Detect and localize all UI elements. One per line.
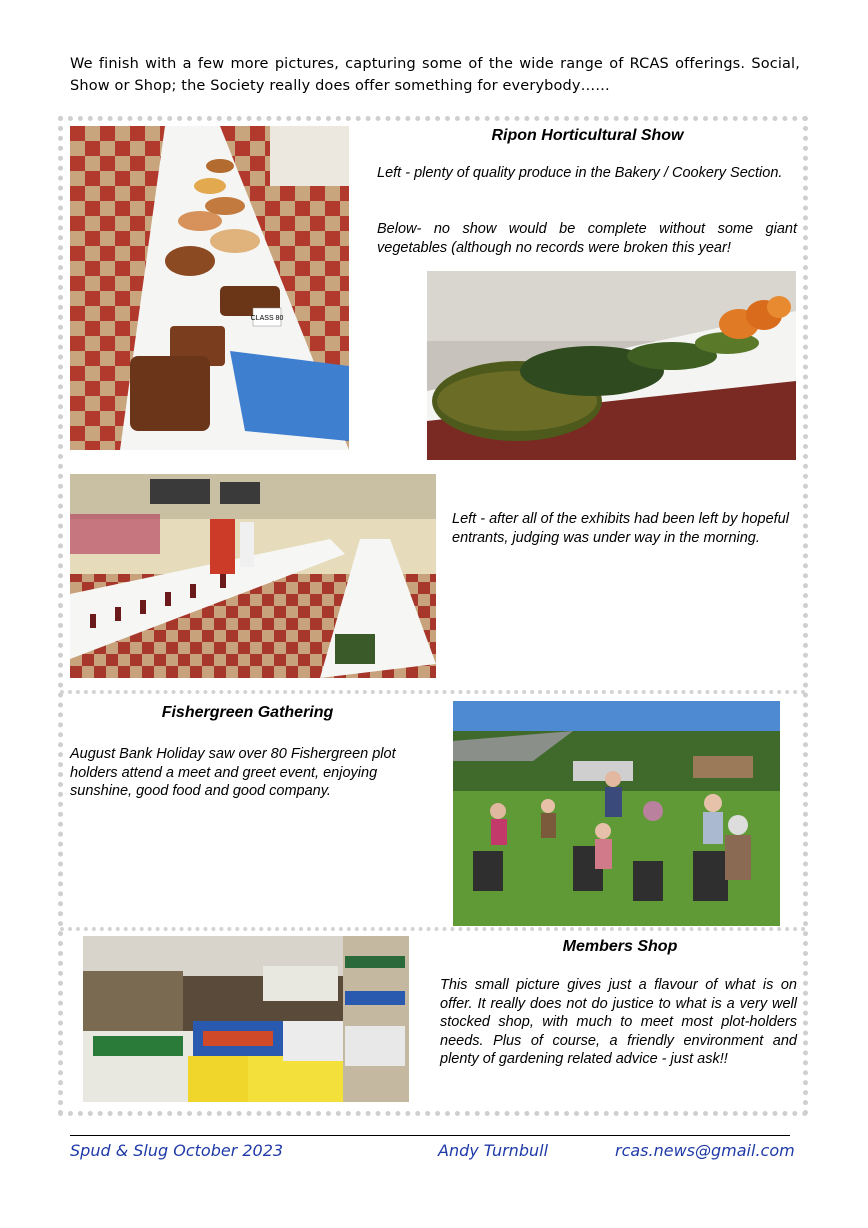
fishergreen-text: August Bank Holiday saw over 80 Fishergreen plot holders attend a meet and greet event, enjoying sunshine, good food and good company. bbox=[70, 746, 396, 799]
ripon-heading: Ripon Horticultural Show bbox=[491, 127, 684, 144]
footer-author: Andy Turnbull bbox=[438, 1141, 549, 1160]
footer-publication: Spud & Slug October 2023 bbox=[70, 1141, 284, 1160]
giant-vegetables-photo bbox=[427, 271, 796, 460]
members-shop-photo bbox=[83, 936, 409, 1102]
fishergreen-gathering-photo bbox=[453, 701, 780, 926]
shop-heading: Members Shop bbox=[562, 938, 678, 955]
section-divider bbox=[60, 690, 806, 694]
ripon-vegetables-text: Below- no show would be complete without some giant vegetables (although no records were broken this year! bbox=[377, 221, 797, 256]
section-divider bbox=[60, 927, 806, 931]
class-card-label: CLASS 80 bbox=[250, 315, 284, 322]
footer-email-link[interactable]: rcas.news@gmail.com bbox=[615, 1141, 795, 1160]
bakery-table-photo bbox=[70, 126, 349, 450]
judging-hall-photo bbox=[70, 474, 436, 678]
ripon-bakery-text: Left - plenty of quality produce in the Bakery / Cookery Section. bbox=[377, 165, 783, 181]
intro-paragraph: We finish with a few more pictures, capturing some of the wide range of RCAS offerings. Social, Show or Shop; the Society really does offer something for everybody…… bbox=[70, 56, 800, 94]
judging-text: Left - after all of the exhibits had been left by hopeful entrants, judging was under way in the morning. bbox=[452, 511, 789, 546]
shop-text: This small picture gives just a flavour of what is on offer. It really does not do justice to what is a very well stocked shop, with much to meet most plot-holders needs. Plus of course, a friendly environment and plenty of gardening related advice - just ask!! bbox=[440, 977, 797, 1067]
footer-rule bbox=[70, 1135, 790, 1136]
fishergreen-heading: Fishergreen Gathering bbox=[161, 704, 334, 721]
